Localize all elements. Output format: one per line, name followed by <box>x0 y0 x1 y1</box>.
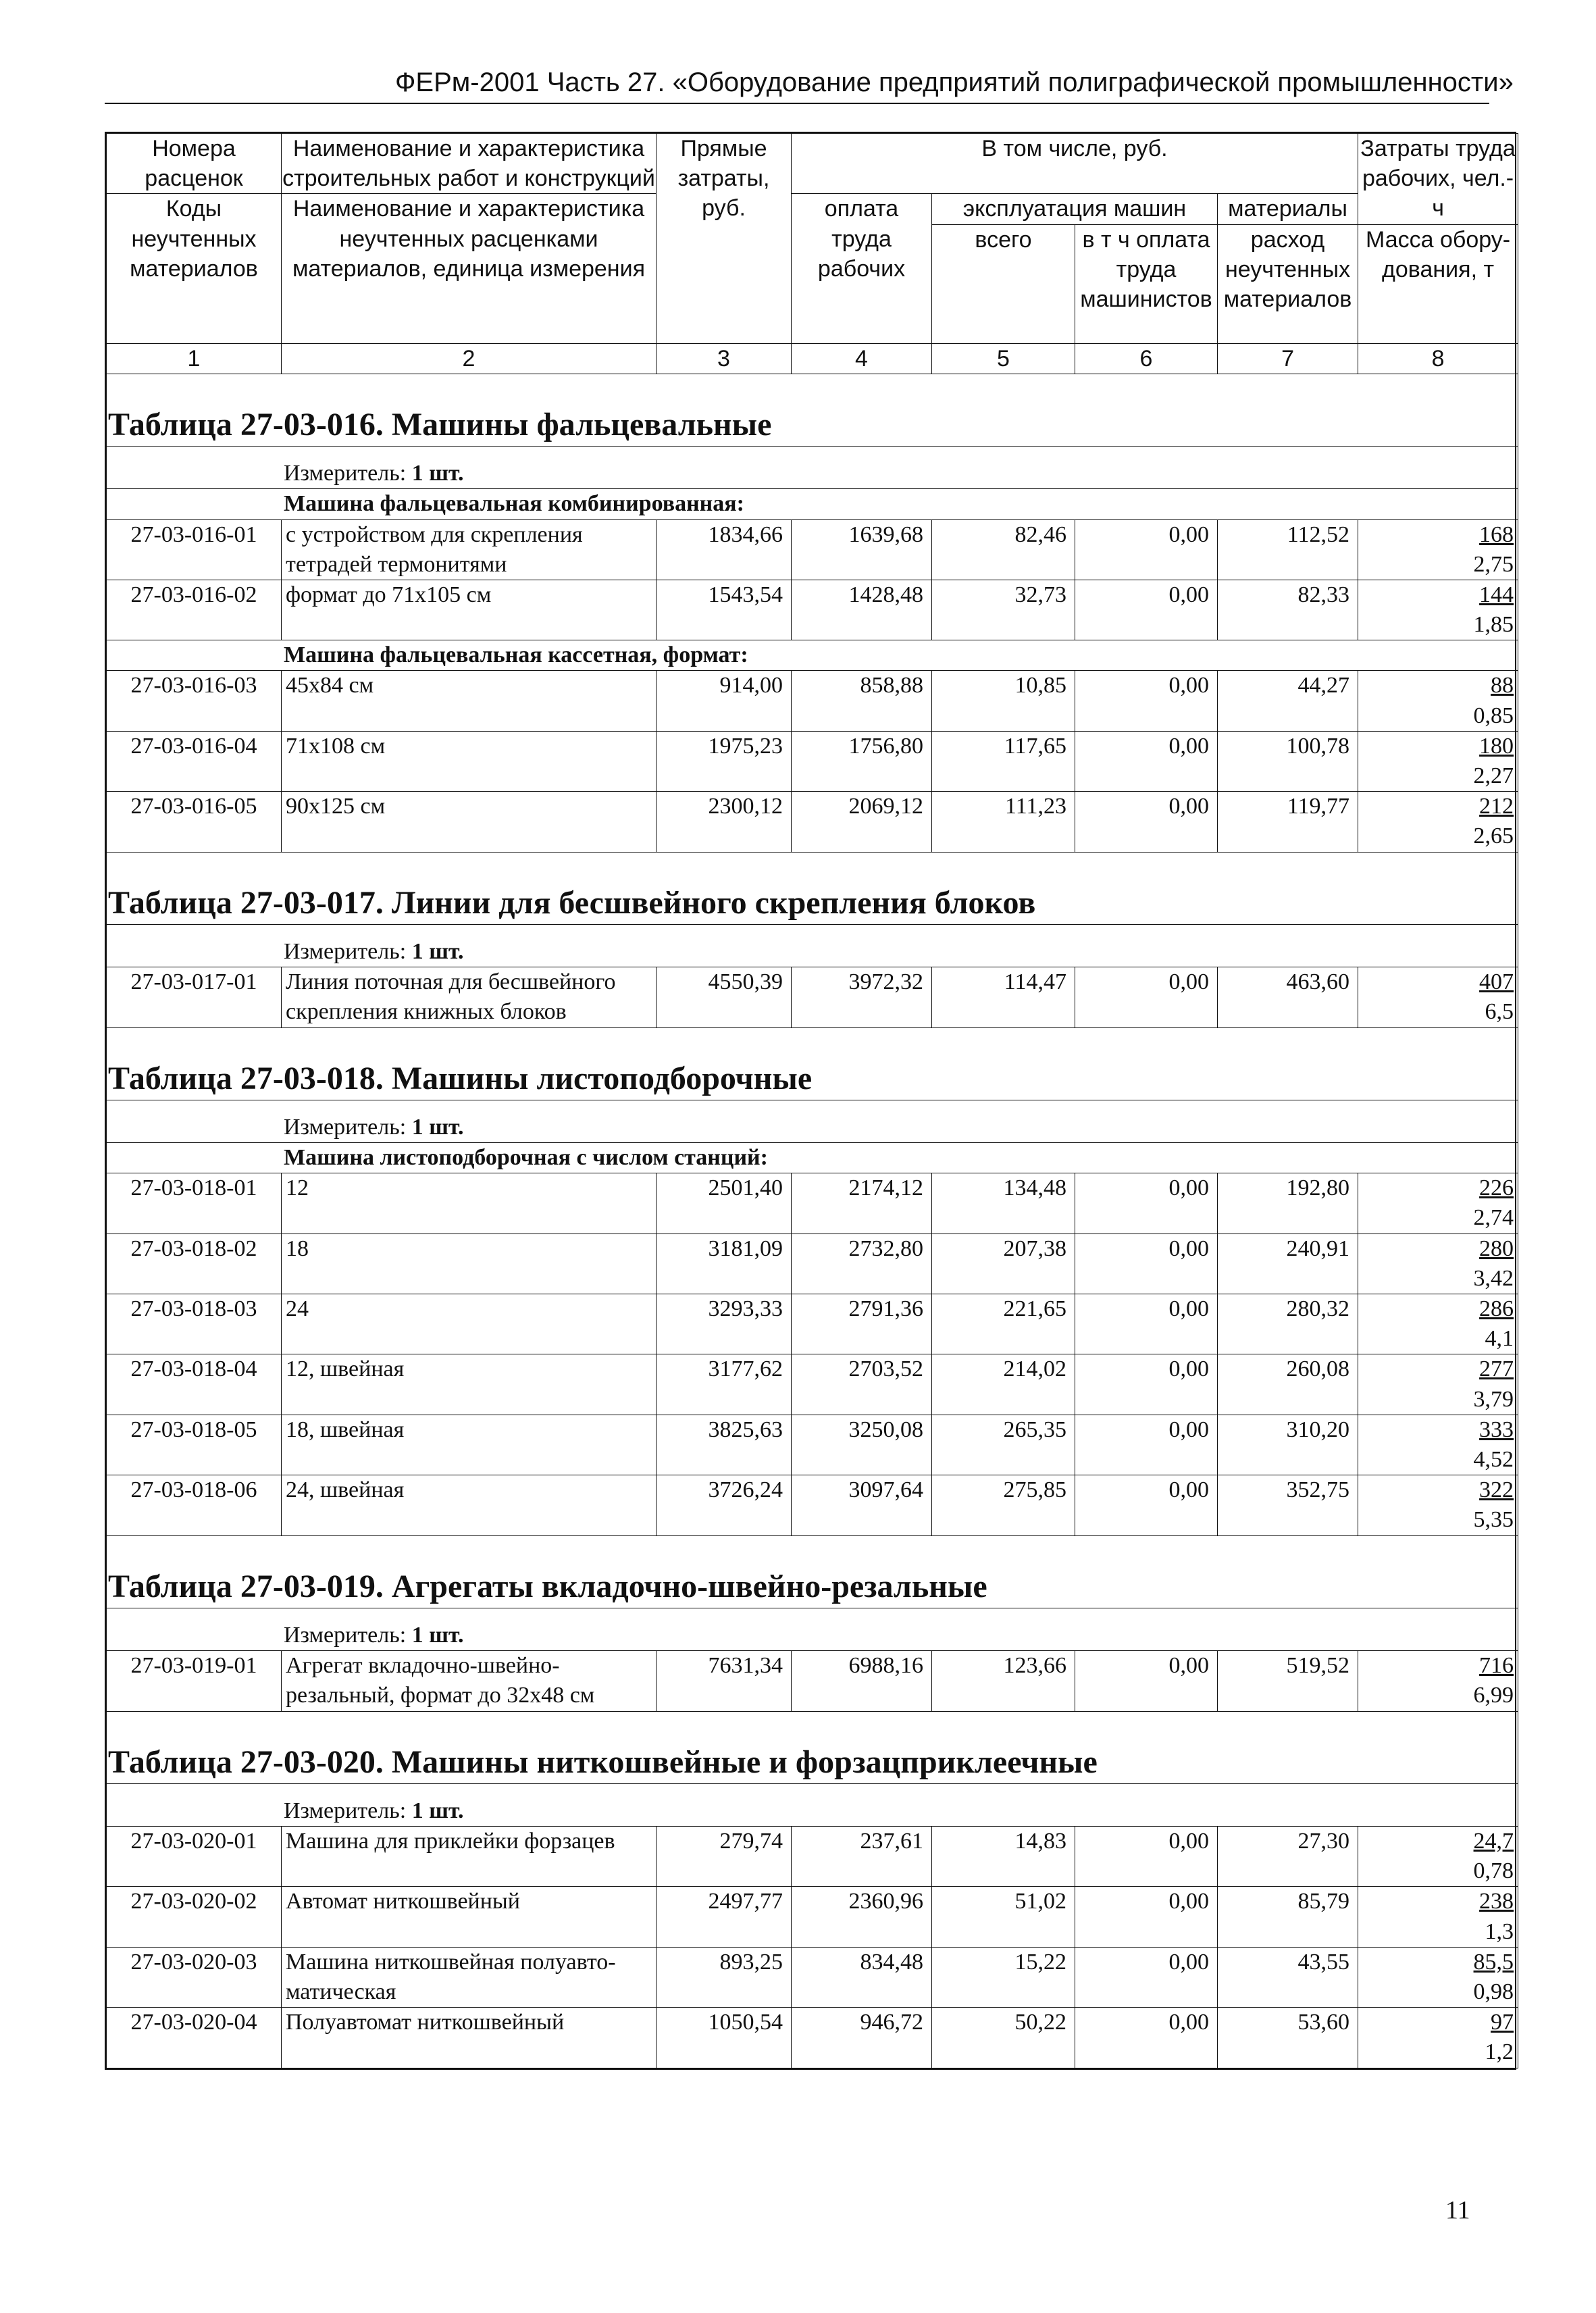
labor-hours: 97 <box>1491 2010 1514 2035</box>
table-title: Таблица 27-03-019. Агрегаты вкладочно-швейно-резальные <box>107 1535 1518 1608</box>
col-head-2-top: Наименование и характеристика строительных работ и конструкций <box>282 134 657 194</box>
labor-and-mass <box>1358 580 1518 640</box>
work-name: с устройством для скрепления тетрадей термонитями <box>282 519 657 580</box>
unit-value: 1 шт. <box>411 461 464 486</box>
direct-cost: 893,25 <box>657 1947 792 2007</box>
direct-cost: 3177,62 <box>657 1354 792 1415</box>
rate-code: 27-03-019-01 <box>107 1651 282 1711</box>
labor-and-mass <box>1358 1294 1518 1354</box>
work-name: Агрегат вкладочно-швейно-резальный, формат до 32х48 см <box>282 1651 657 1711</box>
materials-cost: 44,27 <box>1218 671 1358 731</box>
direct-cost: 279,74 <box>657 1827 792 1887</box>
equipment-mass: 2,75 <box>1473 551 1514 577</box>
direct-cost: 1975,23 <box>657 731 792 791</box>
materials-cost: 112,52 <box>1218 519 1358 580</box>
work-name: формат до 71х105 см <box>282 580 657 640</box>
labor-and-mass <box>1358 2008 1518 2068</box>
labor-pay: 3972,32 <box>792 967 932 1027</box>
work-name: 18 <box>282 1234 657 1294</box>
header-rule <box>105 103 1489 104</box>
labor-and-mass <box>1358 1173 1518 1234</box>
labor-hours: 226 <box>1479 1175 1514 1201</box>
rate-code: 27-03-018-05 <box>107 1415 282 1475</box>
rate-code: 27-03-016-02 <box>107 580 282 640</box>
labor-hours: 333 <box>1479 1417 1514 1442</box>
group-heading-row <box>107 640 1518 671</box>
work-name: 12, швейная <box>282 1354 657 1415</box>
machine-total: 82,46 <box>932 519 1075 580</box>
price-table <box>105 132 1516 2070</box>
table-row <box>107 1651 1518 1711</box>
col-head-mat: материалы <box>1218 194 1358 224</box>
direct-cost: 3726,24 <box>657 1475 792 1535</box>
direct-cost: 1834,66 <box>657 519 792 580</box>
labor-pay: 834,48 <box>792 1947 932 2007</box>
table-row <box>107 1475 1518 1535</box>
table-title: Таблица 27-03-017. Линии для бесшвейного скрепления блоков <box>107 852 1518 924</box>
rate-code: 27-03-020-01 <box>107 1827 282 1887</box>
col-head-8-top: Затраты труда рабочих, чел.-ч <box>1358 134 1518 225</box>
column-number: 3 <box>657 343 792 374</box>
labor-and-mass <box>1358 519 1518 580</box>
machine-labor-pay: 0,00 <box>1075 1887 1218 1947</box>
direct-cost: 4550,39 <box>657 967 792 1027</box>
equipment-mass: 3,42 <box>1473 1265 1514 1291</box>
col-head-3: Прямые затраты, руб. <box>657 134 792 344</box>
page-number: 11 <box>1445 2196 1470 2225</box>
direct-cost: 1050,54 <box>657 2008 792 2068</box>
materials-cost: 85,79 <box>1218 1887 1358 1947</box>
work-name: 12 <box>282 1173 657 1234</box>
work-name: 24 <box>282 1294 657 1354</box>
materials-cost: 352,75 <box>1218 1475 1358 1535</box>
column-number: 4 <box>792 343 932 374</box>
unit-row <box>107 924 1518 967</box>
machine-total: 265,35 <box>932 1415 1075 1475</box>
table-row <box>107 792 1518 852</box>
machine-total: 32,73 <box>932 580 1075 640</box>
table-row <box>107 580 1518 640</box>
direct-cost: 1543,54 <box>657 580 792 640</box>
materials-cost: 192,80 <box>1218 1173 1358 1234</box>
machine-labor-pay: 0,00 <box>1075 1354 1218 1415</box>
machine-total: 275,85 <box>932 1475 1075 1535</box>
table-row <box>107 671 1518 731</box>
table-row <box>107 1947 1518 2007</box>
labor-and-mass <box>1358 1415 1518 1475</box>
machine-total: 15,22 <box>932 1947 1075 2007</box>
labor-hours: 212 <box>1479 794 1514 819</box>
equipment-mass: 3,79 <box>1473 1386 1514 1412</box>
labor-hours: 280 <box>1479 1236 1514 1261</box>
machine-labor-pay: 0,00 <box>1075 2008 1218 2068</box>
table-title: Таблица 27-03-018. Машины листоподборочные <box>107 1027 1518 1100</box>
machine-total: 51,02 <box>932 1887 1075 1947</box>
rate-code: 27-03-020-02 <box>107 1887 282 1947</box>
unit-label: Измеритель: <box>284 1114 407 1140</box>
col-head-7: расход неучтенных материалов <box>1218 224 1358 343</box>
column-number: 1 <box>107 343 282 374</box>
labor-pay: 2703,52 <box>792 1354 932 1415</box>
equipment-mass: 2,65 <box>1473 823 1514 849</box>
materials-cost: 240,91 <box>1218 1234 1358 1294</box>
machine-labor-pay: 0,00 <box>1075 1294 1218 1354</box>
equipment-mass: 0,78 <box>1473 1858 1514 1884</box>
rate-code: 27-03-016-05 <box>107 792 282 852</box>
unit-cell <box>107 1783 1518 1826</box>
unit-cell <box>107 924 1518 967</box>
labor-and-mass <box>1358 671 1518 731</box>
machine-total: 114,47 <box>932 967 1075 1027</box>
machine-total: 50,22 <box>932 2008 1075 2068</box>
column-number: 5 <box>932 343 1075 374</box>
labor-and-mass <box>1358 967 1518 1027</box>
labor-and-mass <box>1358 1947 1518 2007</box>
table-row <box>107 2008 1518 2068</box>
unit-cell <box>107 1608 1518 1650</box>
col-head-5: всего <box>932 224 1075 343</box>
table-title-row <box>107 1711 1518 1783</box>
unit-cell <box>107 1100 1518 1142</box>
direct-cost: 3825,63 <box>657 1415 792 1475</box>
equipment-mass: 5,35 <box>1473 1507 1514 1533</box>
unit-row <box>107 1783 1518 1826</box>
column-number: 6 <box>1075 343 1218 374</box>
machine-labor-pay: 0,00 <box>1075 1651 1218 1711</box>
labor-pay: 1428,48 <box>792 580 932 640</box>
rate-code: 27-03-016-03 <box>107 671 282 731</box>
machine-labor-pay: 0,00 <box>1075 519 1218 580</box>
rate-code: 27-03-016-01 <box>107 519 282 580</box>
table-row <box>107 519 1518 580</box>
labor-hours: 88 <box>1491 673 1514 698</box>
labor-pay: 1756,80 <box>792 731 932 791</box>
col-head-1-bottom: Коды неучтенных материалов <box>107 194 282 343</box>
unit-value: 1 шт. <box>411 938 464 964</box>
direct-cost: 2300,12 <box>657 792 792 852</box>
work-name: 45х84 см <box>282 671 657 731</box>
labor-hours: 144 <box>1479 582 1514 607</box>
unit-value: 1 шт. <box>411 1114 464 1140</box>
equipment-mass: 0,85 <box>1473 703 1514 728</box>
direct-cost: 2497,77 <box>657 1887 792 1947</box>
machine-total: 214,02 <box>932 1354 1075 1415</box>
unit-row <box>107 447 1518 489</box>
labor-hours: 24,7 <box>1473 1829 1514 1854</box>
equipment-mass: 0,98 <box>1473 1979 1514 2005</box>
machine-labor-pay: 0,00 <box>1075 580 1218 640</box>
rate-code: 27-03-016-04 <box>107 731 282 791</box>
machine-labor-pay: 0,00 <box>1075 792 1218 852</box>
machine-labor-pay: 0,00 <box>1075 1827 1218 1887</box>
rate-code: 27-03-017-01 <box>107 967 282 1027</box>
direct-cost: 3293,33 <box>657 1294 792 1354</box>
materials-cost: 43,55 <box>1218 1947 1358 2007</box>
unit-row <box>107 1100 1518 1142</box>
rate-code: 27-03-018-04 <box>107 1354 282 1415</box>
labor-hours: 277 <box>1479 1356 1514 1382</box>
column-numbers <box>107 343 1518 374</box>
machine-total: 221,65 <box>932 1294 1075 1354</box>
unit-value: 1 шт. <box>411 1798 464 1823</box>
labor-hours: 716 <box>1479 1653 1514 1679</box>
labor-hours: 286 <box>1479 1296 1514 1322</box>
labor-and-mass <box>1358 1354 1518 1415</box>
work-name: Линия поточная для бесшвейного скрепления книжных блоков <box>282 967 657 1027</box>
labor-pay: 2360,96 <box>792 1887 932 1947</box>
table-row <box>107 1887 1518 1947</box>
labor-pay: 1639,68 <box>792 519 932 580</box>
labor-pay: 858,88 <box>792 671 932 731</box>
labor-hours: 85,5 <box>1473 1949 1514 1975</box>
machine-total: 117,65 <box>932 731 1075 791</box>
equipment-mass: 2,74 <box>1473 1205 1514 1231</box>
col-head-1-top: Номера расценок <box>107 134 282 194</box>
labor-pay: 237,61 <box>792 1827 932 1887</box>
equipment-mass: 1,85 <box>1473 612 1514 638</box>
rate-code: 27-03-018-02 <box>107 1234 282 1294</box>
labor-and-mass <box>1358 1234 1518 1294</box>
labor-pay: 2174,12 <box>792 1173 932 1234</box>
materials-cost: 82,33 <box>1218 580 1358 640</box>
col-head-2-bottom: Наименование и характеристика неучтенных расценками материалов, единица измерения <box>282 194 657 343</box>
machine-labor-pay: 0,00 <box>1075 1234 1218 1294</box>
labor-and-mass <box>1358 1827 1518 1887</box>
table-row <box>107 967 1518 1027</box>
group-heading: Машина фальцевальная кассетная, формат: <box>107 640 1518 671</box>
column-number: 7 <box>1218 343 1358 374</box>
direct-cost: 2501,40 <box>657 1173 792 1234</box>
labor-pay: 3097,64 <box>792 1475 932 1535</box>
table-row <box>107 1354 1518 1415</box>
col-head-6: в т ч оплата труда машинистов <box>1075 224 1218 343</box>
labor-pay: 946,72 <box>792 2008 932 2068</box>
machine-total: 14,83 <box>932 1827 1075 1887</box>
unit-row <box>107 1608 1518 1650</box>
materials-cost: 53,60 <box>1218 2008 1358 2068</box>
labor-hours: 407 <box>1479 969 1514 995</box>
rate-code: 27-03-018-01 <box>107 1173 282 1234</box>
col-head-4: оплата труда рабочих <box>792 194 932 343</box>
machine-labor-pay: 0,00 <box>1075 1415 1218 1475</box>
labor-hours: 322 <box>1479 1477 1514 1503</box>
rate-code: 27-03-020-03 <box>107 1947 282 2007</box>
work-name: 24, швейная <box>282 1475 657 1535</box>
materials-cost: 519,52 <box>1218 1651 1358 1711</box>
rates-grid <box>106 133 1518 2068</box>
labor-pay: 3250,08 <box>792 1415 932 1475</box>
labor-and-mass <box>1358 792 1518 852</box>
labor-hours: 238 <box>1479 1889 1514 1914</box>
machine-labor-pay: 0,00 <box>1075 1947 1218 2007</box>
materials-cost: 119,77 <box>1218 792 1358 852</box>
labor-hours: 180 <box>1479 733 1514 759</box>
machine-total: 111,23 <box>932 792 1075 852</box>
direct-cost: 3181,09 <box>657 1234 792 1294</box>
materials-cost: 280,32 <box>1218 1294 1358 1354</box>
rate-code: 27-03-018-03 <box>107 1294 282 1354</box>
table-title-row <box>107 1027 1518 1100</box>
column-number: 2 <box>282 343 657 374</box>
work-name: 18, швейная <box>282 1415 657 1475</box>
col-head-8-bottom: Масса обору-дования, т <box>1358 224 1518 343</box>
work-name: Автомат ниткошвейный <box>282 1887 657 1947</box>
labor-pay: 2732,80 <box>792 1234 932 1294</box>
table-title: Таблица 27-03-016. Машины фальцевальные <box>107 374 1518 446</box>
materials-cost: 260,08 <box>1218 1354 1358 1415</box>
table-title-row <box>107 1535 1518 1608</box>
work-name: 90х125 см <box>282 792 657 852</box>
materials-cost: 463,60 <box>1218 967 1358 1027</box>
col-head-incl: В том числе, руб. <box>792 134 1358 194</box>
table-title-row <box>107 852 1518 924</box>
work-name: Полуавтомат ниткошвейный <box>282 2008 657 2068</box>
work-name: Машина для приклейки форзацев <box>282 1827 657 1887</box>
unit-cell <box>107 447 1518 489</box>
group-heading-row <box>107 489 1518 519</box>
equipment-mass: 4,1 <box>1485 1326 1514 1352</box>
equipment-mass: 1,2 <box>1485 2039 1514 2065</box>
table-row <box>107 1294 1518 1354</box>
machine-labor-pay: 0,00 <box>1075 731 1218 791</box>
machine-total: 134,48 <box>932 1173 1075 1234</box>
group-heading: Машина фальцевальная комбинированная: <box>107 489 1518 519</box>
table-title: Таблица 27-03-020. Машины ниткошвейные и форзацприклеечные <box>107 1711 1518 1783</box>
unit-label: Измеритель: <box>284 938 407 964</box>
rate-code: 27-03-018-06 <box>107 1475 282 1535</box>
unit-label: Измеритель: <box>284 461 407 486</box>
labor-pay: 2069,12 <box>792 792 932 852</box>
labor-pay: 2791,36 <box>792 1294 932 1354</box>
page-header: ФЕРм-2001 Часть 27. «Оборудование предприятий полиграфической промышленности» <box>395 68 1514 97</box>
machine-labor-pay: 0,00 <box>1075 671 1218 731</box>
direct-cost: 7631,34 <box>657 1651 792 1711</box>
labor-and-mass <box>1358 1887 1518 1947</box>
equipment-mass: 2,27 <box>1473 763 1514 789</box>
table-row <box>107 1173 1518 1234</box>
machine-total: 123,66 <box>932 1651 1075 1711</box>
labor-and-mass <box>1358 1651 1518 1711</box>
table-row <box>107 1234 1518 1294</box>
equipment-mass: 4,52 <box>1473 1446 1514 1472</box>
unit-label: Измеритель: <box>284 1798 407 1823</box>
work-name: 71х108 см <box>282 731 657 791</box>
group-heading-row <box>107 1143 1518 1173</box>
table-title-row <box>107 374 1518 446</box>
materials-cost: 27,30 <box>1218 1827 1358 1887</box>
equipment-mass: 6,5 <box>1485 999 1514 1025</box>
machine-total: 207,38 <box>932 1234 1075 1294</box>
labor-and-mass <box>1358 1475 1518 1535</box>
rate-code: 27-03-020-04 <box>107 2008 282 2068</box>
table-row <box>107 731 1518 791</box>
machine-labor-pay: 0,00 <box>1075 967 1218 1027</box>
col-head-expl: эксплуатация машин <box>932 194 1218 224</box>
labor-and-mass <box>1358 731 1518 791</box>
group-heading: Машина листоподборочная с числом станций: <box>107 1143 1518 1173</box>
equipment-mass: 6,99 <box>1473 1683 1514 1708</box>
work-name: Машина ниткошвейная полуавто-матическая <box>282 1947 657 2007</box>
direct-cost: 914,00 <box>657 671 792 731</box>
column-number: 8 <box>1358 343 1518 374</box>
labor-hours: 168 <box>1479 522 1514 547</box>
machine-labor-pay: 0,00 <box>1075 1173 1218 1234</box>
unit-value: 1 шт. <box>411 1622 464 1648</box>
unit-label: Измеритель: <box>284 1622 407 1648</box>
materials-cost: 310,20 <box>1218 1415 1358 1475</box>
table-row <box>107 1415 1518 1475</box>
machine-labor-pay: 0,00 <box>1075 1475 1218 1535</box>
materials-cost: 100,78 <box>1218 731 1358 791</box>
table-row <box>107 1827 1518 1887</box>
labor-pay: 6988,16 <box>792 1651 932 1711</box>
equipment-mass: 1,3 <box>1485 1918 1514 1944</box>
machine-total: 10,85 <box>932 671 1075 731</box>
